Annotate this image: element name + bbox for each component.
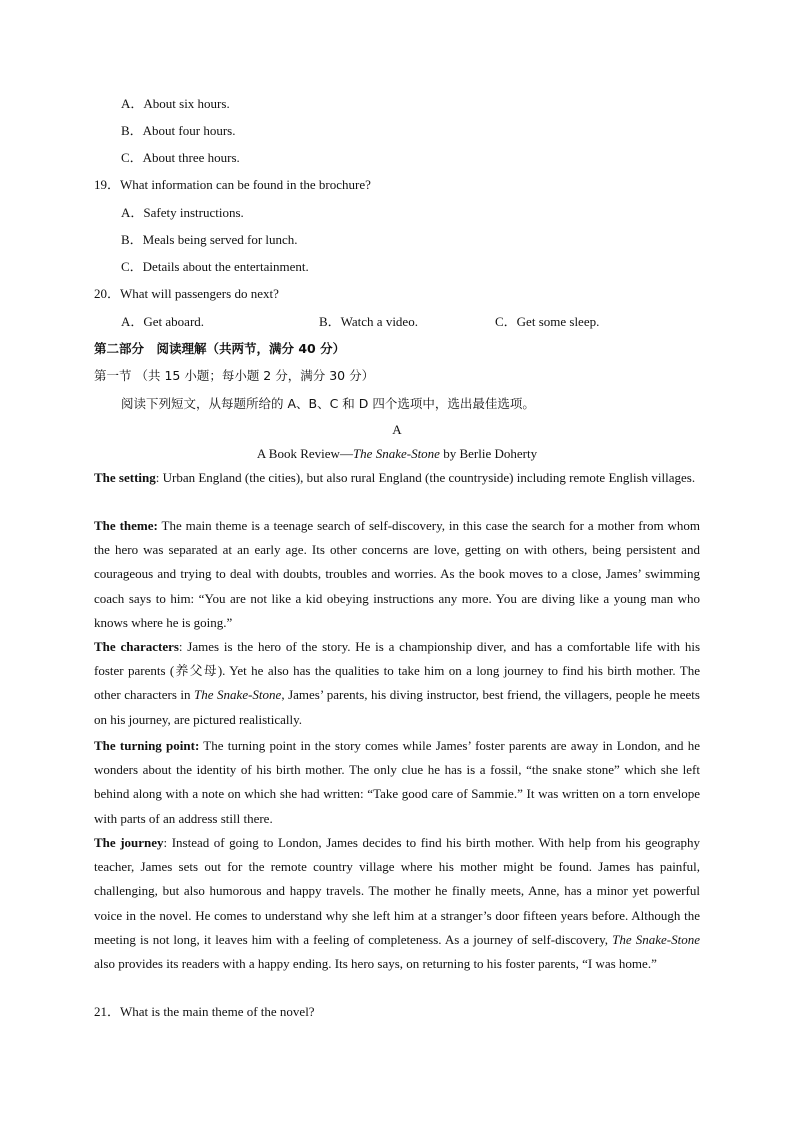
characters-book: The Snake-Stone <box>194 687 282 703</box>
section-heading: 第一节 （共 15 小题；每小题 2 分，满分 30 分） <box>94 368 375 383</box>
q21-stem: 21．What is the main theme of the novel? <box>94 1004 315 1019</box>
q19-option-a: A．Safety instructions. <box>121 205 244 220</box>
title-book: The Snake-Stone <box>352 446 440 461</box>
q20-option-c: C．Get some sleep. <box>495 314 600 329</box>
journey-paragraph <box>94 831 700 976</box>
characters-text-2: , James’ parents, his diving instructor, best friend, the villagers, people he meets on his journey, are pictured realistically. <box>94 687 700 727</box>
setting-label: The setting <box>94 470 156 485</box>
q18-option-a: A．About six hours. <box>121 96 230 111</box>
characters-text-1: : James is the hero of the story. He is a championship diver, and has a comfortable life with his foster parents (养父母). Yet he also has the qualities to take him on a long journey to find his birth mother. The other characters in <box>94 639 701 703</box>
journey-text-2: also provides its readers with a happy ending. Its hero says, on returning to his foster parents, “I was home.” <box>94 956 657 972</box>
q20-stem: 20．What will passengers do next? <box>94 286 279 301</box>
title-prefix: A Book Review— <box>256 446 353 461</box>
setting-paragraph <box>94 466 700 490</box>
theme-text: The main theme is a teenage search of self-discovery, in this case the search for a mother from whom the hero was separated at an early age. Its other concerns are love, getting on with others, being persistent and courageous and trying to deal with doubts, troubles and worries. As the book moves to a close, James’ swimming coach says to him: “You are not like a kid obeying instructions any more. You are diving like a young man who knows where he is going.” <box>94 518 700 630</box>
journey-text-1: : Instead of going to London, James decides to find his birth mother. With help from his geography teacher, James sets out for the remote country village where his mother might be found. James has painful, challenging, but also humorous and happy travels. The mother he finally meets, Anne, has a minor yet powerful voice in the novel. He comes to understand why she left him at a stranger’s door fifteen years before. Although the meeting is not long, it leaves him with a feeling of completeness. As a journey of self-discovery, <box>94 835 700 947</box>
setting-text: : Urban England (the cities), but also rural England (the countryside) including remote English villages. <box>155 470 696 485</box>
q19-option-b: B．Meals being served for lunch. <box>121 232 298 247</box>
q19-stem: 19．What information can be found in the brochure? <box>94 177 371 192</box>
q20-option-b: B．Watch a video. <box>319 314 418 329</box>
q20-option-a: A．Get aboard. <box>121 314 205 329</box>
turning-point-paragraph <box>94 734 700 831</box>
passage-letter: A <box>392 422 402 437</box>
q18-option-c: C．About three hours. <box>121 150 240 165</box>
characters-paragraph <box>94 635 700 732</box>
characters-label: The characters <box>94 639 179 654</box>
review-title <box>0 446 794 462</box>
q19-option-c: C．Details about the entertainment. <box>121 259 309 274</box>
journey-book: The Snake-Stone <box>612 931 700 947</box>
title-suffix: by Berlie Doherty <box>439 446 538 461</box>
instruction: 阅读下列短文，从每题所给的 A、B、C 和 D 四个选项中，选出最佳选项。 <box>121 396 535 411</box>
part-heading: 第二部分 阅读理解（共两节，满分 40 分） <box>94 341 346 356</box>
q18-option-b: B．About four hours. <box>121 123 236 138</box>
turning-point-text: The turning point in the story comes while James’ foster parents are away in London, and he wonders about the identity of his birth mother. The only clue he has is a fossil, “the snake stone” which she left behind along with a note on which she had written: “Take good care of Sammie.” It was written on a torn envelope with parts of an address still there. <box>94 738 700 826</box>
theme-paragraph <box>94 514 700 635</box>
journey-label: The journey <box>94 835 164 850</box>
turning-point-label: The turning point: <box>94 738 200 753</box>
theme-label: The theme: <box>94 518 158 533</box>
